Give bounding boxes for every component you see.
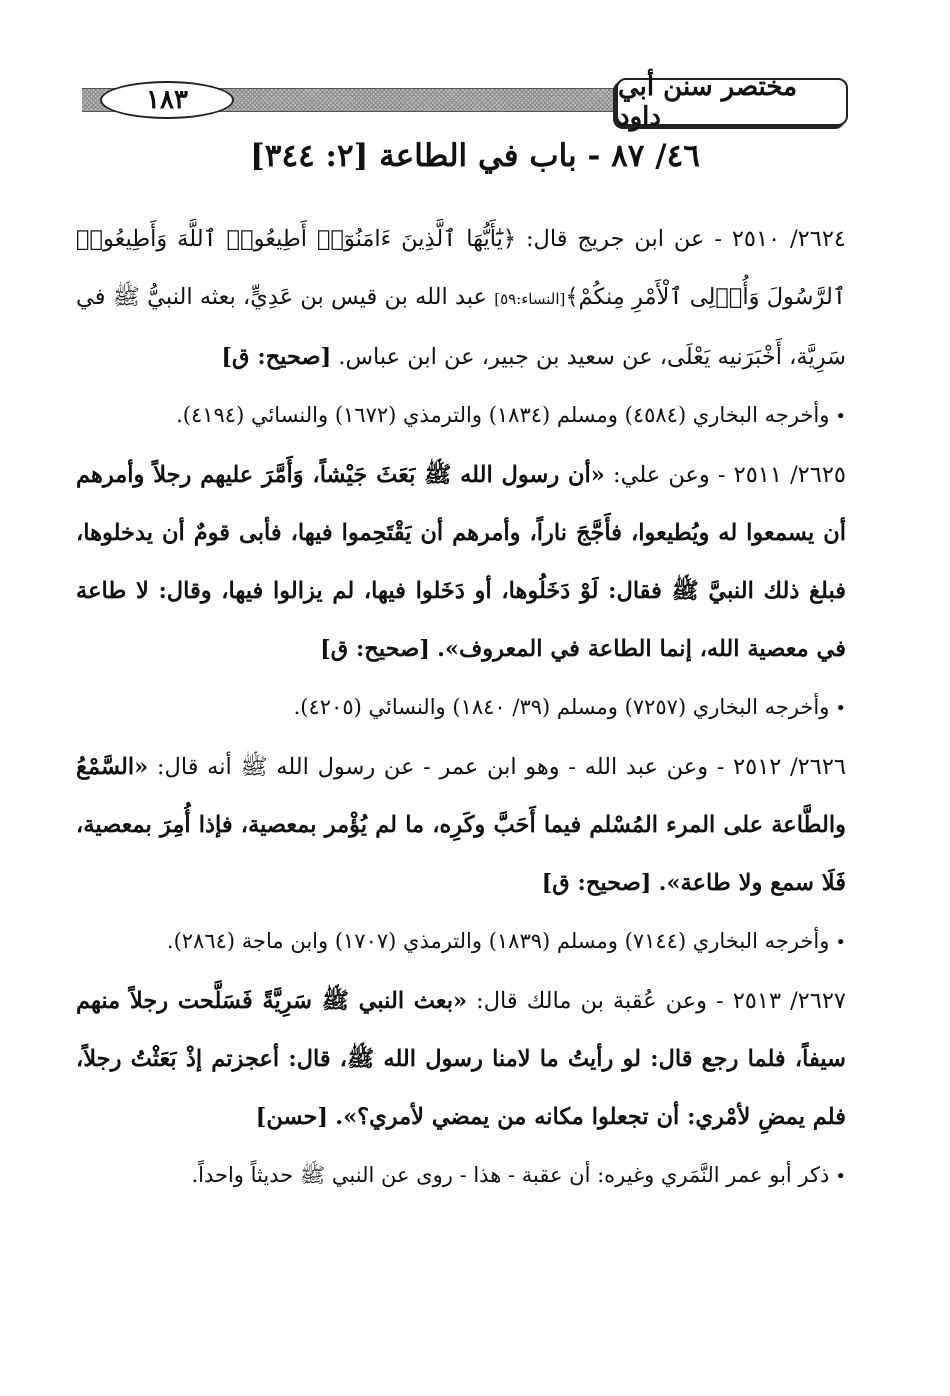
hadith-text: «أن رسول الله ﷺ بَعَثَ جَيْشاً، وَأَمَّرَ عليهم رجلاً وأمرهم أن يسمعوا له ويُطيعوا، فأَجَّجَ ناراً، وأمرهم أن يَقْتَحِموا فيها، فأبى قومٌ أن يدخلوها، فبلغ ذلك النبيَّ ﷺ فقال: لَوْ دَخَلُوها، أو دَخَلوا فيها، لم يزالوا فيها، وقال: لا طاعة في معصية الله، إنما الطاعة في المعروف». <box>76 462 846 662</box>
hadith-number: ٢٦٢٤/ ٢٥١٠ - <box>714 226 846 252</box>
hadith-2513 <box>76 972 846 1146</box>
quran-reference: [النساء:٥٩] <box>494 290 566 308</box>
bullet-icon: • <box>835 932 846 953</box>
hadith-grade: [صحيح: ق] <box>320 636 430 662</box>
hadith-takhrij-note <box>76 386 846 446</box>
hadith-intro: عن ابن جريج قال: <box>525 226 705 252</box>
hadith-grade: [صحيح: ق] <box>221 344 332 370</box>
hadith-takhrij-note <box>76 1146 846 1206</box>
hadith-takhrij-note <box>76 912 846 972</box>
chapter-heading: ٤٦/ ٨٧ - باب في الطاعة [٢: ٣٤٤] <box>250 138 700 174</box>
hadith-number: ٢٦٢٦/ ٢٥١٢ - <box>716 754 846 780</box>
quran-quote: ﴿يَٰٓأَيُّهَا ٱلَّذِينَ ءَامَنُوٓا۟ أَطِيعُوا۟ ٱللَّهَ وَأَطِيعُوا۟ ٱلرَّسُولَ وَأُو۟لِى ٱلْأَمْرِ مِنكُمْ﴾ <box>76 226 846 310</box>
bullet-icon: • <box>835 698 846 719</box>
book-title: مختصر سنن أبي داود <box>616 78 848 126</box>
bullet-icon: • <box>835 406 846 427</box>
hadith-text: عبد الله بن قيس بن عَدِيٍّ، بعثه النبيُّ ﷺ في سَرِيَّة، أَخْبَرَنيه يَعْلَى، عن سعيد بن جبير، عن ابن عباس. <box>76 284 846 370</box>
hadith-number: ٢٦٢٧/ ٢٥١٣ - <box>716 988 847 1014</box>
page-body <box>76 210 846 1206</box>
page-header <box>72 72 848 132</box>
page-number: ١٨٣ <box>100 81 234 119</box>
hadith-grade: [حسن] <box>255 1104 329 1130</box>
hadith-intro: وعن علي: <box>613 462 710 488</box>
hadith-text: «السَّمْعُ والطَّاعة على المرء المُسْلم فيما أَحَبَّ وكَرِه، ما لم يُؤْمر بمعصية، فإذا أُمِرَ بمعصية، فَلَا سمع ولا طاعة». <box>76 754 846 896</box>
hadith-number: ٢٦٢٥/ ٢٥١١ - <box>717 462 846 488</box>
hadith-2510 <box>76 210 846 386</box>
hadith-2512 <box>76 738 846 912</box>
note-text: ذكر أبو عمر النَّمَري وغيره: أن عقبة - هذا - روى عن النبي ﷺ حديثاً واحداً. <box>191 1163 830 1187</box>
note-text: وأخرجه البخاري (٧٢٥٧) ومسلم (٣٩/ ١٨٤٠) والنسائي (٤٢٠٥). <box>293 695 830 719</box>
hadith-text: «بعث النبي ﷺ سَرِيَّةً فَسَلَّحت رجلاً منهم سيفاً، فلما رجع قال: لو رأيتُ ما لامنا رسول الله ﷺ، قال: أعجزتم إذْ بَعَثْتُ رجلاً، فلم يمضِ لأمْري: أن تجعلوا مكانه من يمضي لأمري؟». <box>76 988 846 1130</box>
hadith-intro: وعن عبد الله - وهو ابن عمر - عن رسول الله ﷺ أنه قال: <box>156 754 709 780</box>
bullet-icon: • <box>835 1166 846 1187</box>
hadith-2511 <box>76 446 846 678</box>
hadith-intro: وعن عُقبة بن مالك قال: <box>476 988 708 1014</box>
hadith-grade: [صحيح: ق] <box>541 870 652 896</box>
hadith-takhrij-note <box>76 678 846 738</box>
note-text: وأخرجه البخاري (٧١٤٤) ومسلم (١٨٣٩) والترمذي (١٧٠٧) وابن ماجة (٢٨٦٤). <box>166 929 830 953</box>
note-text: وأخرجه البخاري (٤٥٨٤) ومسلم (١٨٣٤) والترمذي (١٦٧٢) والنسائي (٤١٩٤). <box>176 403 830 427</box>
